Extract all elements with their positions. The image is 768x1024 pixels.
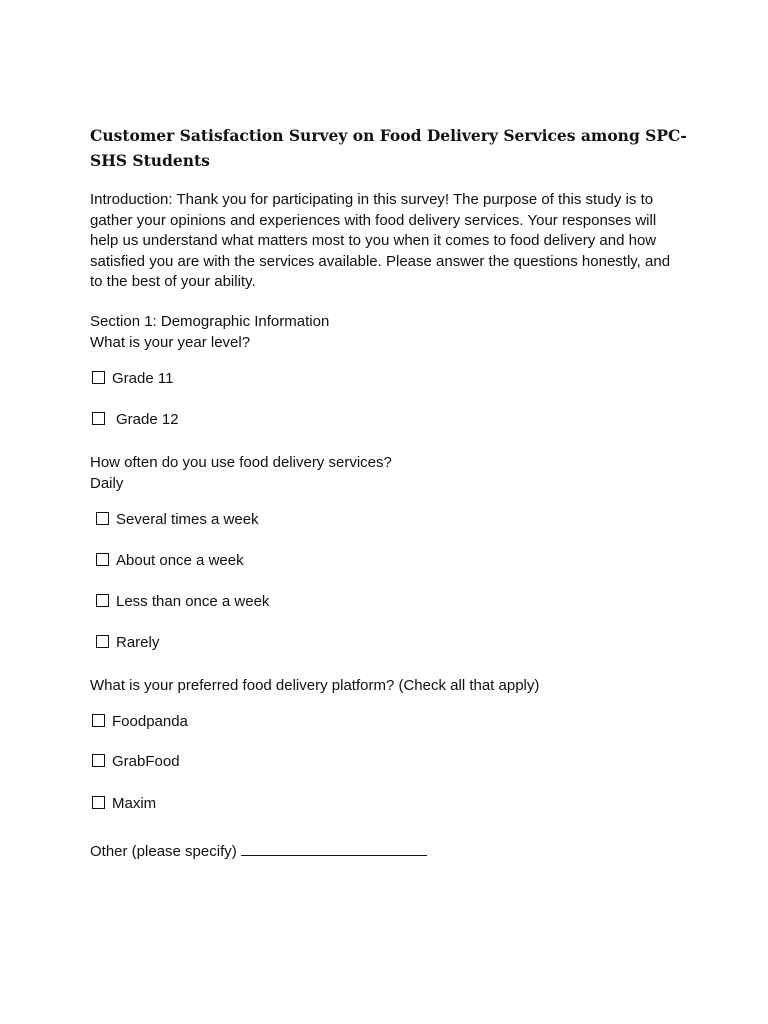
question-preferred-platform: What is your preferred food delivery platform? (Check all that apply) bbox=[90, 677, 540, 694]
option-label: Several times a week bbox=[116, 511, 259, 528]
other-specify-row bbox=[90, 840, 427, 862]
option-daily-label: Daily bbox=[90, 475, 124, 492]
option-rarely[interactable] bbox=[96, 633, 159, 653]
introduction-paragraph: Introduction: Thank you for participating in this survey! The purpose of this study is to gather your opinions and experiences with food delivery services. Your responses will help us understand what matters most to you when it comes to food delivery and how satisfied you are with the services available. Please answer the questions honestly, and to the best of your ability. bbox=[90, 191, 671, 290]
option-label: Less than once a week bbox=[116, 593, 270, 610]
checkbox-unchecked-icon[interactable] bbox=[96, 635, 109, 648]
checkbox-unchecked-icon[interactable] bbox=[92, 371, 105, 384]
checkbox-unchecked-icon[interactable] bbox=[92, 412, 105, 425]
option-label: Maxim bbox=[112, 795, 157, 812]
option-label: Grade 11 bbox=[112, 370, 174, 387]
option-label: About once a week bbox=[116, 552, 244, 569]
option-label: Foodpanda bbox=[112, 713, 188, 730]
checkbox-unchecked-icon[interactable] bbox=[92, 796, 105, 809]
other-specify-blank[interactable] bbox=[241, 840, 427, 856]
option-maxim[interactable] bbox=[92, 794, 156, 814]
option-less-than-once-a-week[interactable] bbox=[96, 592, 269, 612]
option-grade-12[interactable] bbox=[92, 410, 179, 430]
option-label: Rarely bbox=[116, 634, 160, 651]
checkbox-unchecked-icon[interactable] bbox=[96, 553, 109, 566]
option-grabfood[interactable] bbox=[92, 752, 180, 772]
checkbox-unchecked-icon[interactable] bbox=[96, 594, 109, 607]
option-foodpanda[interactable] bbox=[92, 712, 188, 732]
checkbox-unchecked-icon[interactable] bbox=[92, 714, 105, 727]
option-label: GrabFood bbox=[112, 753, 180, 770]
option-several-times-a-week[interactable] bbox=[96, 510, 259, 530]
question-year-level: What is your year level? bbox=[90, 334, 251, 351]
other-specify-label: Other (please specify) bbox=[90, 843, 237, 860]
question-frequency: How often do you use food delivery services? bbox=[90, 454, 392, 471]
checkbox-unchecked-icon[interactable] bbox=[92, 754, 105, 767]
option-label: Grade 12 bbox=[116, 411, 179, 428]
section-heading: Section 1: Demographic Information bbox=[90, 313, 330, 330]
option-about-once-a-week[interactable] bbox=[96, 551, 244, 571]
survey-title: Customer Satisfaction Survey on Food Delivery Services among SPC-SHS Students bbox=[90, 126, 687, 170]
checkbox-unchecked-icon[interactable] bbox=[96, 512, 109, 525]
option-grade-11[interactable] bbox=[92, 369, 173, 389]
